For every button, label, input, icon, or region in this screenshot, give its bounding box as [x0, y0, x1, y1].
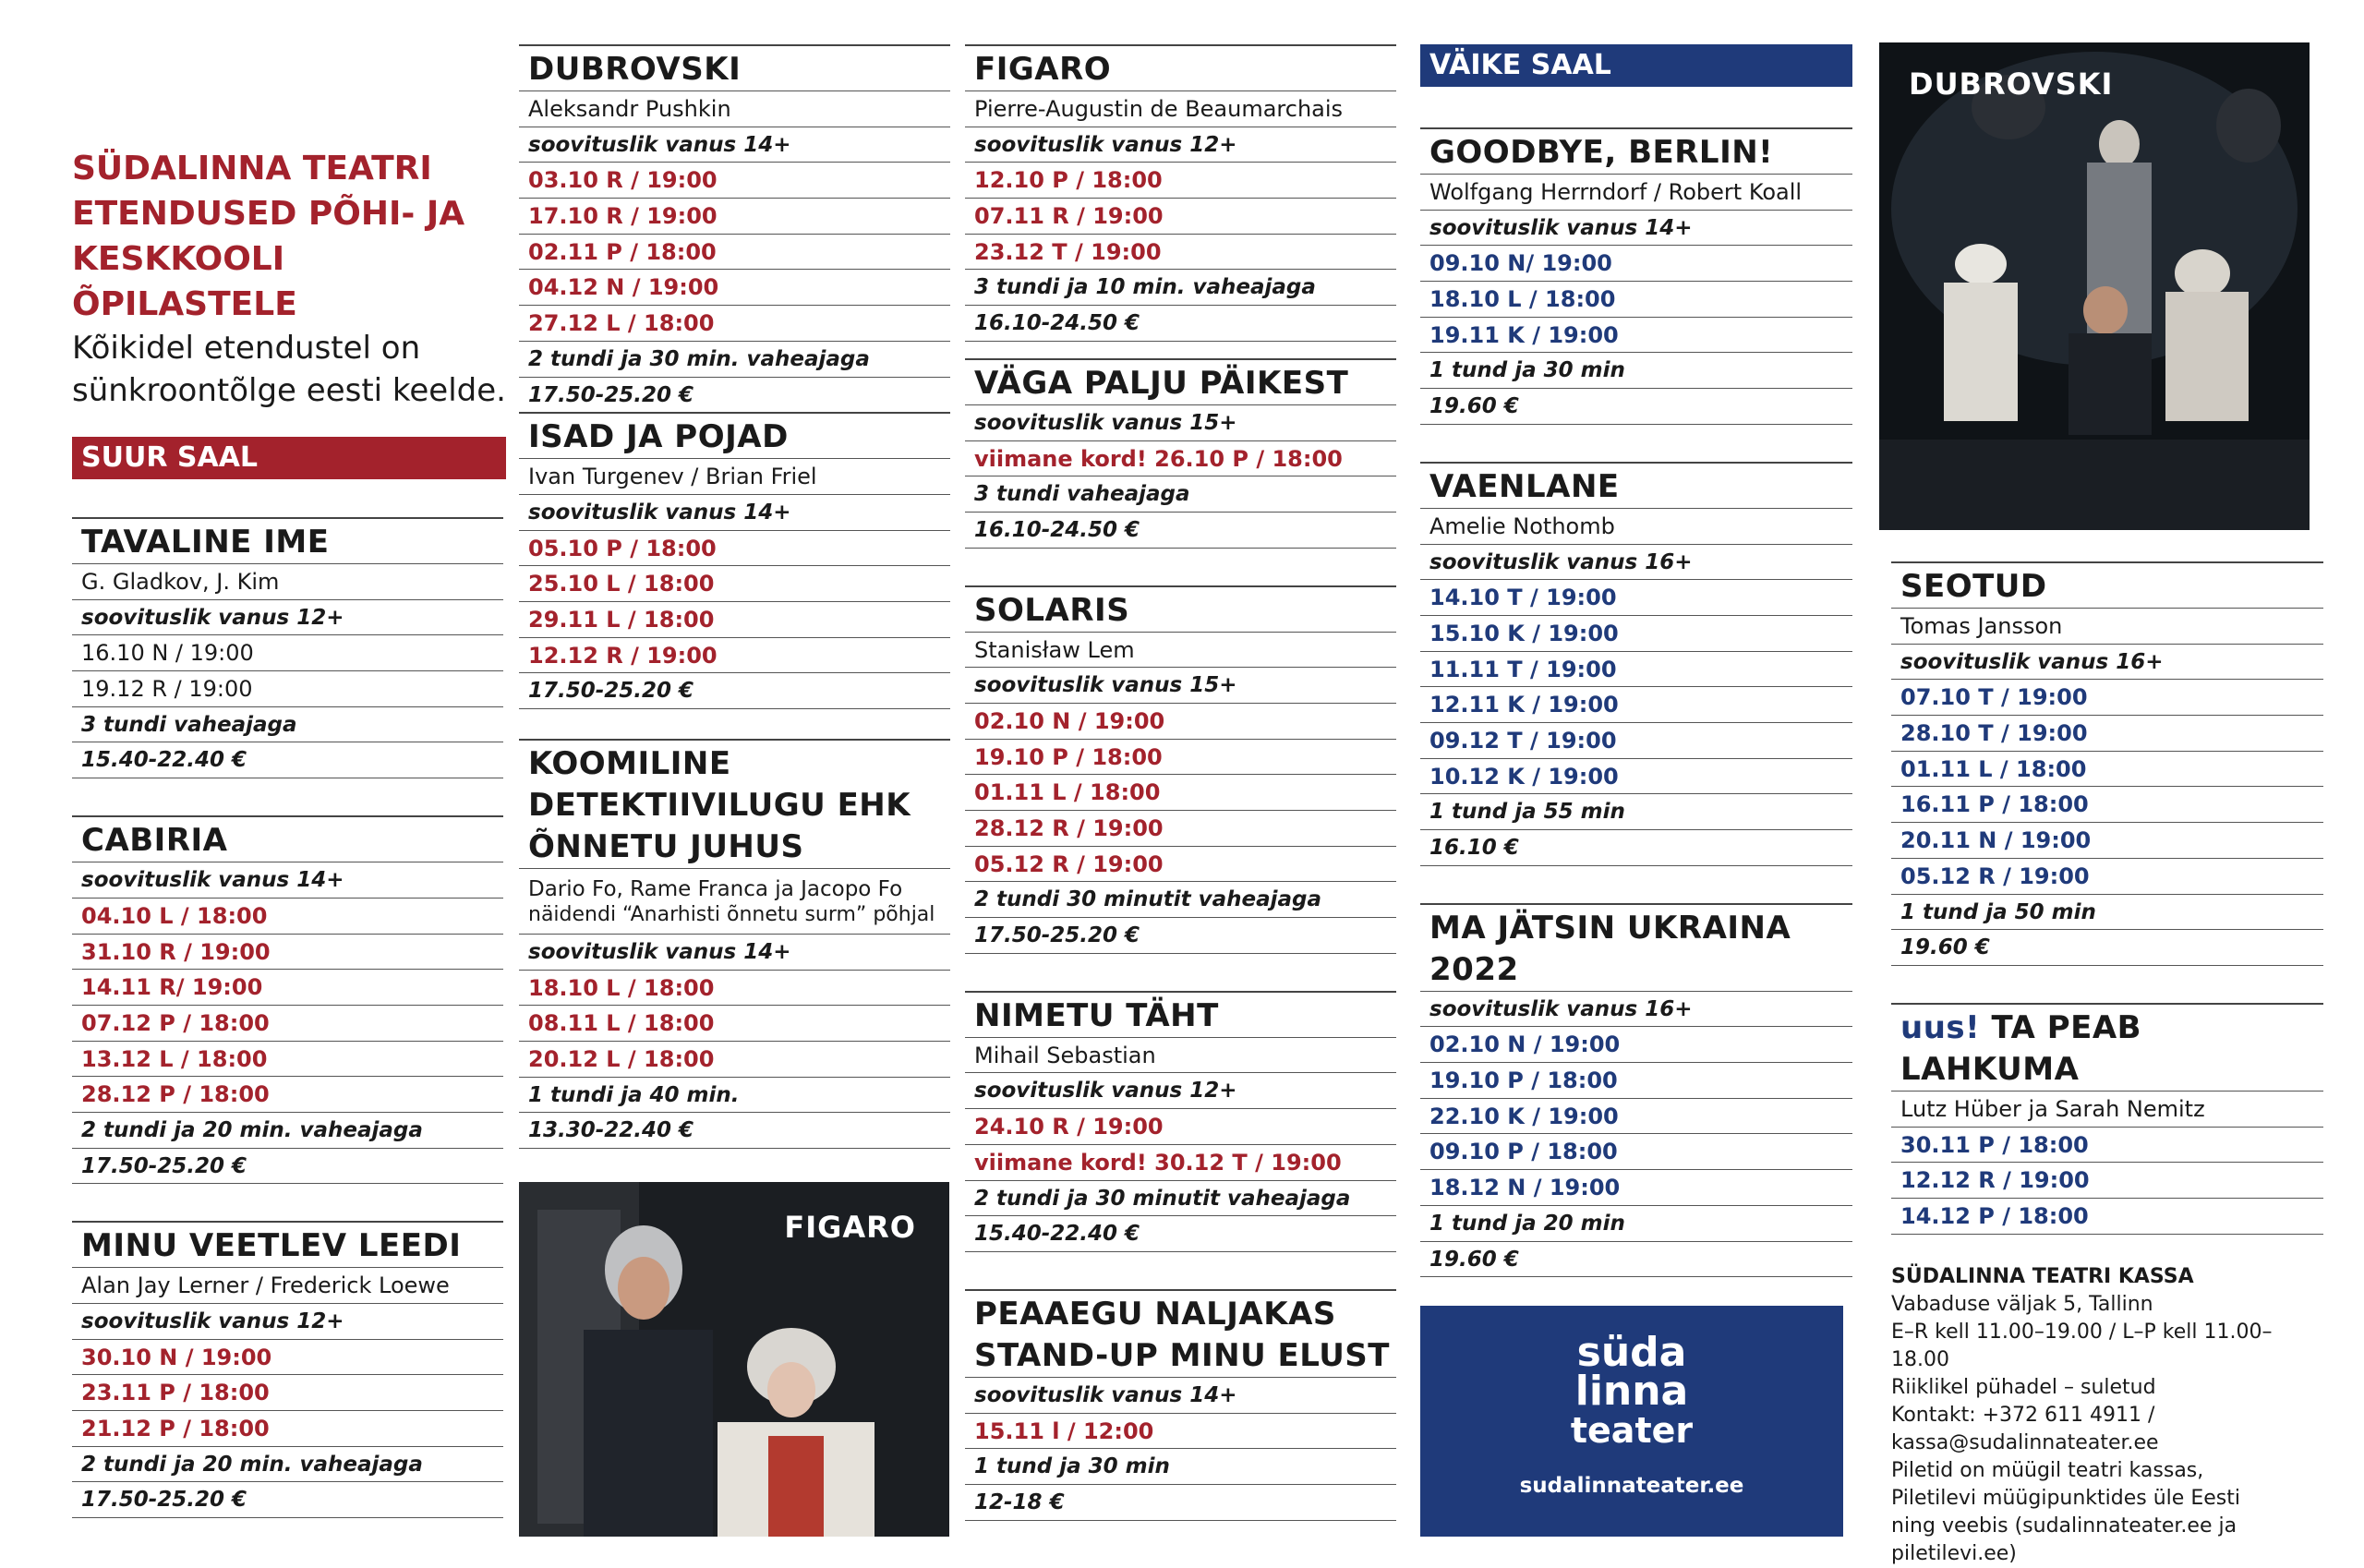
show-author: Alan Jay Lerner / Frederick Loewe: [72, 1267, 503, 1303]
show-date: 16.10 N / 19:00: [72, 634, 503, 670]
show-date: 19.10 P / 18:00: [965, 739, 1396, 775]
show-price: 17.50-25.20 €: [519, 672, 950, 709]
show-age: soovituslik vanus 12+: [965, 127, 1396, 163]
show-price: 17.50-25.20 €: [965, 917, 1396, 954]
show-price: 15.40-22.40 €: [72, 742, 503, 778]
box-office-title: SÜDALINNA TEATRI KASSA: [1891, 1265, 2194, 1288]
show-date: 02.10 N / 19:00: [1420, 1026, 1852, 1062]
show-title: VAENLANE: [1420, 462, 1852, 508]
show-date: 17.10 R / 19:00: [519, 198, 950, 234]
show-age: soovituslik vanus 14+: [519, 934, 950, 970]
show-duration: 3 tundi vaheajaga: [965, 476, 1396, 512]
show-koomiline: [519, 739, 950, 1149]
show-duration: 3 tundi vaheajaga: [72, 706, 503, 742]
show-date: 05.12 R / 19:00: [1891, 858, 2323, 894]
show-vaenlane: [1420, 462, 1852, 866]
show-peaaegu-naljakas: [965, 1289, 1396, 1521]
show-date: 18.10 L / 18:00: [519, 970, 950, 1006]
show-date: 23.11 P / 18:00: [72, 1374, 503, 1410]
show-title: DUBROVSKI: [519, 44, 950, 90]
show-date: 27.12 L / 18:00: [519, 305, 950, 341]
show-age: soovituslik vanus 12+: [72, 1303, 503, 1339]
show-title: MA JÄTSIN UKRAINA 2022: [1420, 903, 1852, 991]
show-date: 05.12 R / 19:00: [965, 846, 1396, 882]
show-age: soovituslik vanus 15+: [965, 404, 1396, 440]
show-title: PEAAEGU NALJAKAS STAND-UP MINU ELUST: [965, 1289, 1396, 1377]
show-date: 16.11 P / 18:00: [1891, 786, 2323, 822]
section-header-suur-saal: SUUR SAAL: [72, 437, 506, 479]
show-date: 14.11 R/ 19:00: [72, 969, 503, 1005]
show-age: soovituslik vanus 14+: [965, 1377, 1396, 1413]
show-date: 20.12 L / 18:00: [519, 1041, 950, 1077]
show-author: Aleksandr Pushkin: [519, 90, 950, 127]
show-date: 31.10 R / 19:00: [72, 934, 503, 970]
show-figaro: [965, 44, 1396, 342]
column-1: [72, 517, 503, 1518]
show-title: ISAD JA POJAD: [519, 412, 950, 458]
section-header-vaike-saal: VÄIKE SAAL: [1420, 44, 1852, 87]
show-date: 01.11 L / 18:00: [1891, 751, 2323, 787]
website-link[interactable]: sudalinnateater.ee: [1519, 1474, 1744, 1498]
show-age: soovituslik vanus 16+: [1420, 544, 1852, 580]
show-isad-ja-pojad: [519, 412, 950, 709]
show-date: 25.10 L / 18:00: [519, 565, 950, 601]
show-duration: 1 tund ja 30 min: [1420, 352, 1852, 388]
stage-scene-image: [1879, 42, 2310, 530]
show-author: Ivan Turgenev / Brian Friel: [519, 458, 950, 494]
dubrovski-photo: [1879, 42, 2310, 530]
show-price: 19.60 €: [1420, 1241, 1852, 1278]
show-date: 09.12 T / 19:00: [1420, 722, 1852, 758]
show-date: viimane kord! 26.10 P / 18:00: [965, 440, 1396, 476]
show-title: SOLARIS: [965, 585, 1396, 632]
show-date: 30.10 N / 19:00: [72, 1339, 503, 1375]
show-date: 12.12 R / 19:00: [519, 637, 950, 673]
show-title: TAVALINE IME: [72, 517, 503, 563]
show-date: 29.11 L / 18:00: [519, 601, 950, 637]
show-price: 16.10 €: [1420, 829, 1852, 866]
show-title: FIGARO: [965, 44, 1396, 90]
show-date: 12.12 R / 19:00: [1891, 1162, 2323, 1198]
show-date: 04.12 N / 19:00: [519, 269, 950, 305]
show-title: KOOMILINE DETEKTIIVILUGU EHK ÕNNETU JUHUS: [519, 739, 950, 868]
show-date: 18.12 N / 19:00: [1420, 1169, 1852, 1205]
show-dubrovski: [519, 44, 950, 412]
show-date: 24.10 R / 19:00: [965, 1108, 1396, 1144]
show-price: 19.60 €: [1420, 388, 1852, 425]
show-author: G. Gladkov, J. Kim: [72, 563, 503, 599]
show-price: 15.40-22.40 €: [965, 1215, 1396, 1252]
show-cabiria: [72, 815, 503, 1184]
show-age: soovituslik vanus 12+: [965, 1072, 1396, 1108]
show-date: 07.12 P / 18:00: [72, 1005, 503, 1041]
show-seotud: [1891, 561, 2323, 966]
show-date: 12.10 P / 18:00: [965, 162, 1396, 198]
show-date: 21.12 P / 18:00: [72, 1410, 503, 1446]
box-office-info: SÜDALINNA TEATRI KASSA Vabaduse väljak 5, Tallinn E–R kell 11.00–19.00 / L–P kell 11.00–18.00 Riiklikel pühadel – suletud Kontakt: +372 611 4911 / kassa@sudalinnateater.ee Piletid on müügil teatri kassas, Piletilevi müügipunktides üle Eesti ning veebis (sudalinnateater.ee ja piletilevi.ee): [1891, 1263, 2325, 1568]
show-date: 11.11 T / 19:00: [1420, 651, 1852, 687]
show-goodbye-berlin: [1420, 127, 1852, 425]
show-age: soovituslik vanus 16+: [1891, 644, 2323, 680]
show-title: MINU VEETLEV LEEDI: [72, 1221, 503, 1267]
show-price: 17.50-25.20 €: [72, 1148, 503, 1185]
column-2: [519, 44, 950, 1149]
intro-title: SÜDALINNA TEATRI ETENDUSED PÕHI- JA KESKKOOLI ÕPILASTELE: [72, 150, 465, 323]
show-date: 19.11 K / 19:00: [1420, 317, 1852, 353]
show-duration: 1 tund ja 20 min: [1420, 1205, 1852, 1241]
show-age: soovituslik vanus 14+: [1420, 210, 1852, 246]
show-date: 07.10 T / 19:00: [1891, 679, 2323, 715]
intro: [72, 146, 506, 412]
photo-caption: DUBROVSKI: [1909, 66, 2114, 102]
show-minu-veetlev-leedi: [72, 1221, 503, 1518]
show-age: soovituslik vanus 14+: [519, 494, 950, 530]
show-author: Stanisław Lem: [965, 632, 1396, 668]
show-date: 05.10 P / 18:00: [519, 530, 950, 566]
show-date: 23.12 T / 19:00: [965, 234, 1396, 270]
show-vaga-palju-paikest: [965, 358, 1396, 549]
show-date: 19.12 R / 19:00: [72, 670, 503, 706]
show-date: 12.11 K / 19:00: [1420, 686, 1852, 722]
show-date: 02.11 P / 18:00: [519, 234, 950, 270]
show-price: 13.30-22.40 €: [519, 1112, 950, 1149]
show-author: Amelie Nothomb: [1420, 508, 1852, 544]
show-title: GOODBYE, BERLIN!: [1420, 127, 1852, 174]
show-date: 09.10 P / 18:00: [1420, 1133, 1852, 1169]
show-date: 10.12 K / 19:00: [1420, 758, 1852, 794]
show-duration: 2 tundi ja 30 minutit vaheajaga: [965, 1180, 1396, 1216]
show-duration: 1 tund ja 30 min: [965, 1448, 1396, 1484]
show-date: 22.10 K / 19:00: [1420, 1098, 1852, 1134]
theatre-logo: süda linna teater: [1570, 1329, 1694, 1451]
show-age: soovituslik vanus 15+: [965, 667, 1396, 703]
show-price: 16.10-24.50 €: [965, 305, 1396, 342]
show-ma-jatsin-ukraina: [1420, 903, 1852, 1278]
show-author: Wolfgang Herrndorf / Robert Koall: [1420, 174, 1852, 210]
show-date: 07.11 R / 19:00: [965, 198, 1396, 234]
show-age: soovituslik vanus 16+: [1420, 991, 1852, 1027]
box-office-email[interactable]: kassa@sudalinnateater.ee: [1891, 1431, 2159, 1454]
show-ta-peab-lahkuma: [1891, 1003, 2323, 1235]
show-date: 13.12 L / 18:00: [72, 1041, 503, 1077]
show-price: 19.60 €: [1891, 929, 2323, 966]
show-price: 17.50-25.20 €: [519, 377, 950, 413]
show-author: Dario Fo, Rame Franca ja Jacopo Fo näidendi “Anarhisti õnnetu surm” põhjal: [519, 868, 950, 934]
show-date: 15.10 K / 19:00: [1420, 615, 1852, 651]
show-author: Lutz Hüber ja Sarah Nemitz: [1891, 1091, 2323, 1127]
theatre-logo-box: [1420, 1306, 1843, 1537]
show-title: CABIRIA: [72, 815, 503, 862]
show-title: NIMETU TÄHT: [965, 991, 1396, 1037]
intro-description: Kõikidel etendustel on sünkroontõlge eesti keelde.: [72, 330, 506, 409]
show-date: 14.12 P / 18:00: [1891, 1198, 2323, 1235]
show-price: 12-18 €: [965, 1484, 1396, 1521]
show-author: Mihail Sebastian: [965, 1037, 1396, 1073]
show-tavaline-ime: [72, 517, 503, 778]
show-duration: 2 tundi ja 20 min. vaheajaga: [72, 1446, 503, 1482]
show-date: 02.10 N / 19:00: [965, 703, 1396, 739]
show-date: 14.10 T / 19:00: [1420, 579, 1852, 615]
show-duration: 3 tundi ja 10 min. vaheajaga: [965, 269, 1396, 305]
show-date: viimane kord! 30.12 T / 19:00: [965, 1144, 1396, 1180]
show-date: 08.11 L / 18:00: [519, 1005, 950, 1041]
show-author: Tomas Jansson: [1891, 608, 2323, 644]
show-date: 15.11 l / 12:00: [965, 1413, 1396, 1449]
show-date: 19.10 P / 18:00: [1420, 1062, 1852, 1098]
show-date: 03.10 R / 19:00: [519, 162, 950, 198]
show-price: 17.50-25.20 €: [72, 1481, 503, 1518]
show-nimetu-taht: [965, 991, 1396, 1252]
show-date: 28.12 R / 19:00: [965, 810, 1396, 846]
show-date: 09.10 N/ 19:00: [1420, 245, 1852, 281]
show-title: SEOTUD: [1891, 561, 2323, 608]
show-date: 04.10 L / 18:00: [72, 898, 503, 934]
show-date: 28.10 T / 19:00: [1891, 715, 2323, 751]
show-title: VÄGA PALJU PÄIKEST: [965, 358, 1396, 404]
show-date: 18.10 L / 18:00: [1420, 281, 1852, 317]
show-duration: 1 tund ja 50 min: [1891, 894, 2323, 930]
show-price: 16.10-24.50 €: [965, 512, 1396, 549]
show-duration: 2 tundi ja 20 min. vaheajaga: [72, 1112, 503, 1148]
column-5: [1891, 561, 2323, 1235]
photo-caption: FIGARO: [784, 1210, 916, 1245]
show-duration: 2 tundi ja 30 min. vaheajaga: [519, 341, 950, 377]
show-duration: 1 tund ja 55 min: [1420, 793, 1852, 829]
show-title: uus! TA PEAB LAHKUMA: [1891, 1003, 2323, 1091]
show-solaris: [965, 585, 1396, 954]
show-age: soovituslik vanus 14+: [72, 862, 503, 898]
show-author: Pierre-Augustin de Beaumarchais: [965, 90, 1396, 127]
new-badge: uus!: [1900, 1008, 1981, 1046]
show-date: 28.12 P / 18:00: [72, 1076, 503, 1112]
show-duration: 2 tundi 30 minutit vaheajaga: [965, 881, 1396, 917]
show-age: soovituslik vanus 14+: [519, 127, 950, 163]
show-date: 30.11 P / 18:00: [1891, 1127, 2323, 1163]
show-duration: 1 tundi ja 40 min.: [519, 1077, 950, 1113]
show-date: 20.11 N / 19:00: [1891, 822, 2323, 858]
figaro-photo: [519, 1182, 949, 1537]
show-date: 01.11 L / 18:00: [965, 774, 1396, 810]
show-age: soovituslik vanus 12+: [72, 599, 503, 635]
column-4: [1420, 127, 1852, 1277]
column-3: [965, 44, 1396, 1521]
